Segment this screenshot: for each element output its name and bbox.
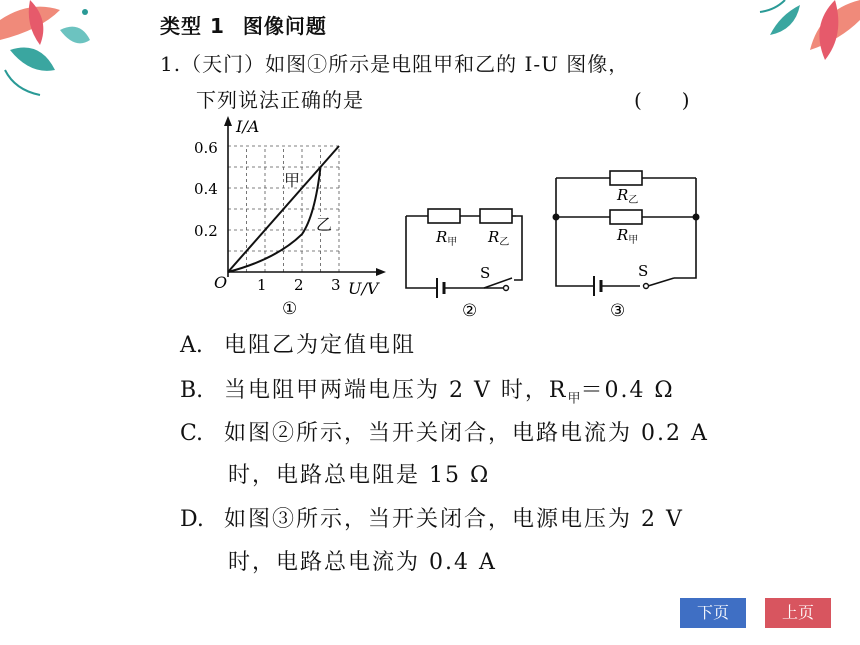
type-title: 图像问题 [242, 14, 327, 38]
option-c[interactable] [180, 416, 709, 447]
option-d-text: 如图③所示，当开关闭合，电源电压为 2 V [224, 507, 684, 532]
answer-blank: ( ) [634, 88, 690, 112]
figure-3-caption: ③ [610, 301, 626, 321]
r-jia-label: R [436, 228, 448, 246]
option-b-subscript: 甲 [567, 391, 581, 407]
series-label-yi: 乙 [316, 215, 333, 234]
r-yi-label: R [617, 186, 629, 204]
origin-label: O [214, 273, 228, 292]
figure-1-caption: ① [282, 299, 298, 319]
option-b-text-end: ＝0.4 Ω [580, 378, 675, 403]
svg-text:R乙 [487, 228, 509, 248]
r-yi-subscript: 乙 [628, 195, 639, 206]
option-c-text: 如图②所示，当开关闭合，电路电流为 0.2 A [224, 421, 709, 446]
option-a[interactable] [180, 328, 416, 359]
option-b-key: B. [180, 378, 204, 403]
iu-graph-figure [180, 112, 400, 322]
r-jia-subscript: 甲 [447, 237, 458, 248]
prev-page-button[interactable]: 上页 [765, 598, 831, 628]
x-tick-label: 3 [331, 276, 341, 294]
question-line-2: 下列说法正确的是 [196, 88, 364, 112]
option-a-key: A. [180, 333, 203, 358]
option-d-key: D. [180, 507, 204, 532]
resistor-jia-icon [428, 209, 460, 223]
y-tick-label: 0.2 [194, 222, 218, 240]
option-b[interactable] [180, 373, 675, 406]
leaf-decoration-right-icon [740, 0, 860, 70]
y-tick-label: 0.6 [194, 139, 218, 157]
section-heading [160, 10, 327, 39]
x-tick-label: 2 [294, 276, 304, 294]
r-yi-subscript: 乙 [499, 237, 510, 248]
type-label: 类型 1 [160, 14, 225, 38]
series-circuit-figure [400, 196, 530, 322]
svg-text:R乙 [616, 186, 638, 206]
next-page-button[interactable]: 下页 [680, 598, 746, 628]
question-line-1: 1.（天门）如图①所示是电阻甲和乙的 I-U 图像， [160, 52, 630, 76]
x-tick-label: 1 [257, 276, 267, 294]
option-d-continuation: 时，电路总电流为 0.4 A [228, 550, 497, 575]
option-a-text: 电阻乙为定值电阻 [224, 333, 417, 358]
x-axis-label: U/V [348, 279, 379, 298]
switch-label: S [480, 264, 491, 282]
junction-node-icon [693, 214, 700, 221]
battery-icon [594, 276, 601, 296]
r-yi-label: R [488, 228, 500, 246]
r-jia-subscript: 甲 [628, 235, 639, 246]
resistor-yi-icon [610, 171, 642, 185]
resistor-yi-icon [480, 209, 512, 223]
svg-text:R甲 [616, 226, 638, 246]
y-axis-label: I/A [236, 117, 260, 136]
option-c-key: C. [180, 421, 204, 446]
x-axis-arrow-icon [376, 268, 386, 276]
figure-2-caption: ② [462, 301, 478, 321]
option-d[interactable] [180, 502, 684, 533]
switch-label: S [638, 262, 649, 280]
resistor-jia-icon [610, 210, 642, 224]
svg-text:R甲 [435, 228, 457, 248]
y-tick-label: 0.4 [194, 180, 218, 198]
leaf-decoration-left-icon [0, 0, 120, 110]
option-c-continuation: 时，电路总电阻是 15 Ω [228, 463, 491, 488]
junction-node-icon [553, 214, 560, 221]
option-b-text: 当电阻甲两端电压为 2 V 时，R [224, 378, 568, 403]
y-axis-arrow-icon [224, 116, 232, 126]
parallel-circuit-figure [550, 160, 700, 322]
series-label-jia: 甲 [284, 171, 301, 190]
r-jia-label: R [617, 226, 629, 244]
battery-icon [437, 278, 444, 298]
